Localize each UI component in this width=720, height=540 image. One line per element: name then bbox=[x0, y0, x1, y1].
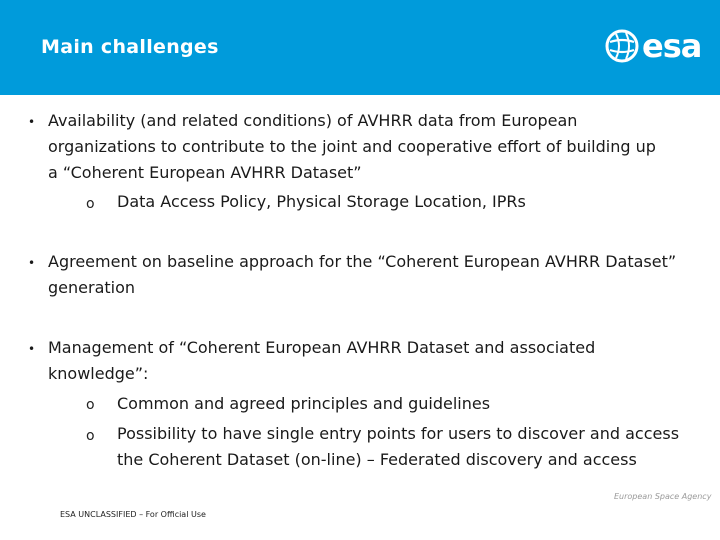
bullet-text-availability: Availability (and related conditions) of AVHRR data from European organizations to contribute to the joint and cooperative effort of building up a “Coherent European AVHRR Dataset” bbox=[48, 111, 656, 182]
classification-note: ESA UNCLASSIFIED – For Official Use bbox=[60, 510, 206, 519]
bullet-marker: • bbox=[28, 115, 36, 129]
bullet-text-management: Management of “Coherent European AVHRR Dataset and associated knowledge”: bbox=[48, 338, 596, 383]
sub-bullet-marker: o bbox=[86, 397, 95, 413]
esa-globe-icon bbox=[604, 28, 640, 64]
bullet-marker: • bbox=[28, 256, 36, 270]
sub-bullet-marker: o bbox=[86, 428, 95, 444]
sub-bullet-marker: o bbox=[86, 196, 95, 212]
sub-bullet-text-access-policy: Data Access Policy, Physical Storage Location, IPRs bbox=[117, 192, 526, 211]
slide-title: Main challenges bbox=[41, 36, 219, 58]
sub-bullet-text-principles: Common and agreed principles and guidelines bbox=[117, 394, 491, 413]
esa-logo-text: esa bbox=[642, 27, 702, 65]
agency-name: European Space Agency bbox=[614, 492, 712, 501]
sub-bullet-text-single-entry: Possibility to have single entry points for users to discover and access the Coherent Dataset (on-line) – Federated discovery and access bbox=[117, 424, 680, 469]
bullet-text-agreement: Agreement on baseline approach for the “Coherent European AVHRR Dataset” generation bbox=[48, 252, 677, 297]
bullet-marker: • bbox=[28, 342, 36, 356]
esa-logo bbox=[604, 27, 704, 65]
slide-header bbox=[0, 0, 720, 95]
